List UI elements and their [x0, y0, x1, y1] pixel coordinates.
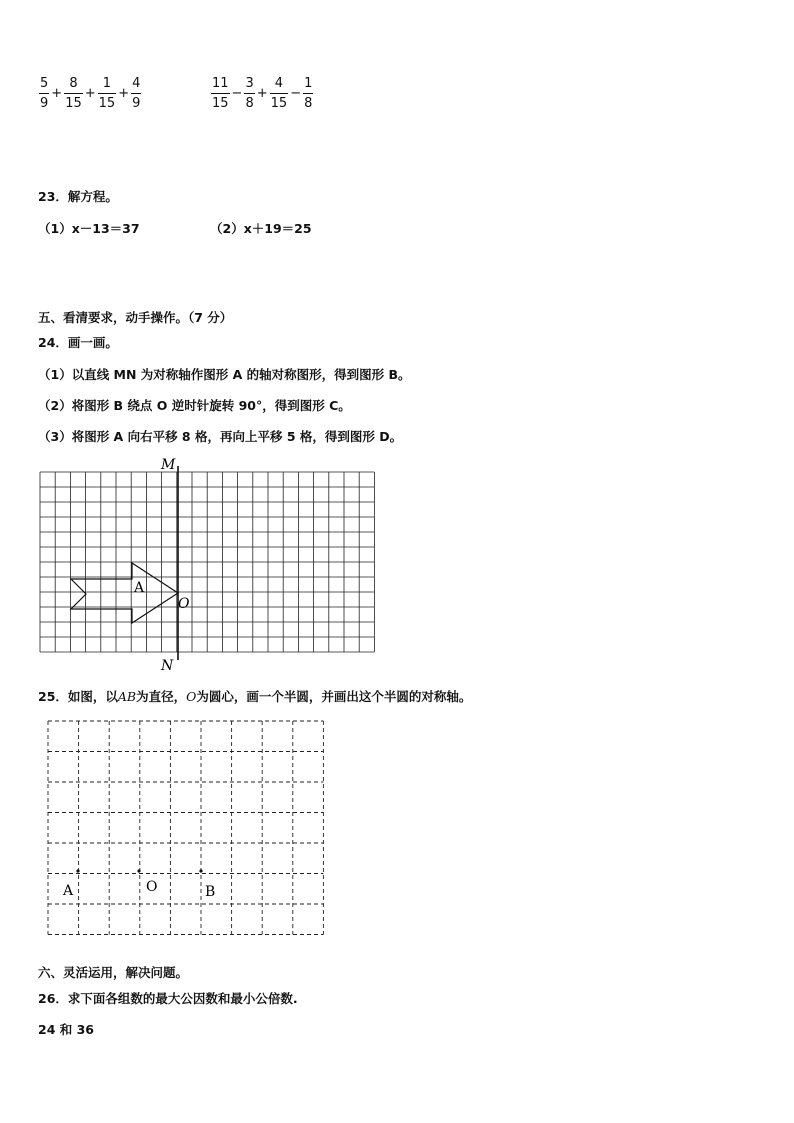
expression-2 — [210, 76, 314, 111]
q25-o: O — [186, 689, 197, 704]
denominator: 15 — [64, 93, 83, 111]
q23-title: 23．解方程。 — [38, 189, 118, 204]
q24-grid — [40, 472, 374, 652]
denominator: 15 — [211, 93, 230, 111]
q23-equation-2: （2）x＋19＝25 — [210, 221, 312, 236]
fraction — [39, 76, 49, 111]
numerator: 8 — [69, 76, 78, 91]
point-a — [76, 869, 79, 872]
numerator: 4 — [132, 76, 141, 91]
q24-item-3: （3）将图形 A 向右平移 8 格，再向上平移 5 格，得到图形 D。 — [38, 429, 403, 444]
fraction — [64, 76, 83, 111]
q23-equation-1: （1）x－13＝37 — [38, 221, 140, 236]
numerator: 1 — [304, 76, 313, 91]
q24-grid-figure — [30, 452, 390, 674]
fraction — [131, 76, 141, 111]
fraction — [303, 76, 313, 111]
label-a: A — [134, 580, 145, 596]
q25-dashed-grid — [45, 718, 327, 938]
numerator: 4 — [274, 76, 284, 91]
denominator: 8 — [244, 93, 254, 111]
operator: + — [84, 86, 96, 101]
fraction — [270, 76, 289, 111]
fraction — [98, 76, 117, 111]
denominator: 15 — [98, 93, 117, 111]
denominator: 8 — [303, 93, 313, 111]
q25-ab: AB — [117, 689, 137, 704]
q26-title: 26．求下面各组数的最大公因数和最小公倍数. — [38, 991, 298, 1006]
numerator: 5 — [40, 76, 49, 91]
section6-title: 六、灵活运用，解决问题。 — [38, 965, 189, 980]
point-o — [137, 869, 140, 872]
label-n: N — [161, 658, 174, 674]
section5-title: 五、看清要求，动手操作。（7 分） — [38, 310, 233, 325]
q25-grid — [48, 721, 323, 935]
point-b-label: B — [205, 884, 216, 900]
point-o-label: O — [146, 879, 158, 895]
denominator: 9 — [131, 93, 141, 111]
point-b — [199, 869, 202, 872]
operator: − — [290, 86, 302, 101]
fraction — [211, 76, 230, 111]
q25-suffix: 为圆心，画一个半圆，并画出这个半圆的对称轴。 — [196, 689, 472, 704]
q24-item-2: （2）将图形 B 绕点 O 逆时针旋转 90°，得到图形 C。 — [38, 398, 351, 413]
denominator: 15 — [270, 93, 289, 111]
denominator: 9 — [39, 93, 49, 111]
q24-item-1: （1）以直线 MN 为对称轴作图形 A 的轴对称图形，得到图形 B。 — [38, 367, 411, 382]
operator: + — [51, 86, 63, 101]
label-m: M — [161, 457, 176, 473]
point-a-label: A — [63, 883, 74, 899]
q26-pair: 24 和 36 — [38, 1022, 94, 1037]
operator: + — [118, 86, 130, 101]
q25-prefix: 25．如图，以 — [38, 689, 118, 704]
label-o: O — [178, 596, 190, 612]
q24-title: 24．画一画。 — [38, 335, 118, 350]
expression-1 — [38, 76, 142, 111]
numerator: 3 — [245, 76, 254, 91]
operator: − — [231, 86, 243, 101]
numerator: 11 — [212, 76, 229, 91]
q25-mid: 为直径， — [136, 689, 187, 704]
q25-text — [38, 687, 471, 705]
numerator: 1 — [102, 76, 112, 91]
fraction — [244, 76, 254, 111]
operator: + — [256, 86, 268, 101]
